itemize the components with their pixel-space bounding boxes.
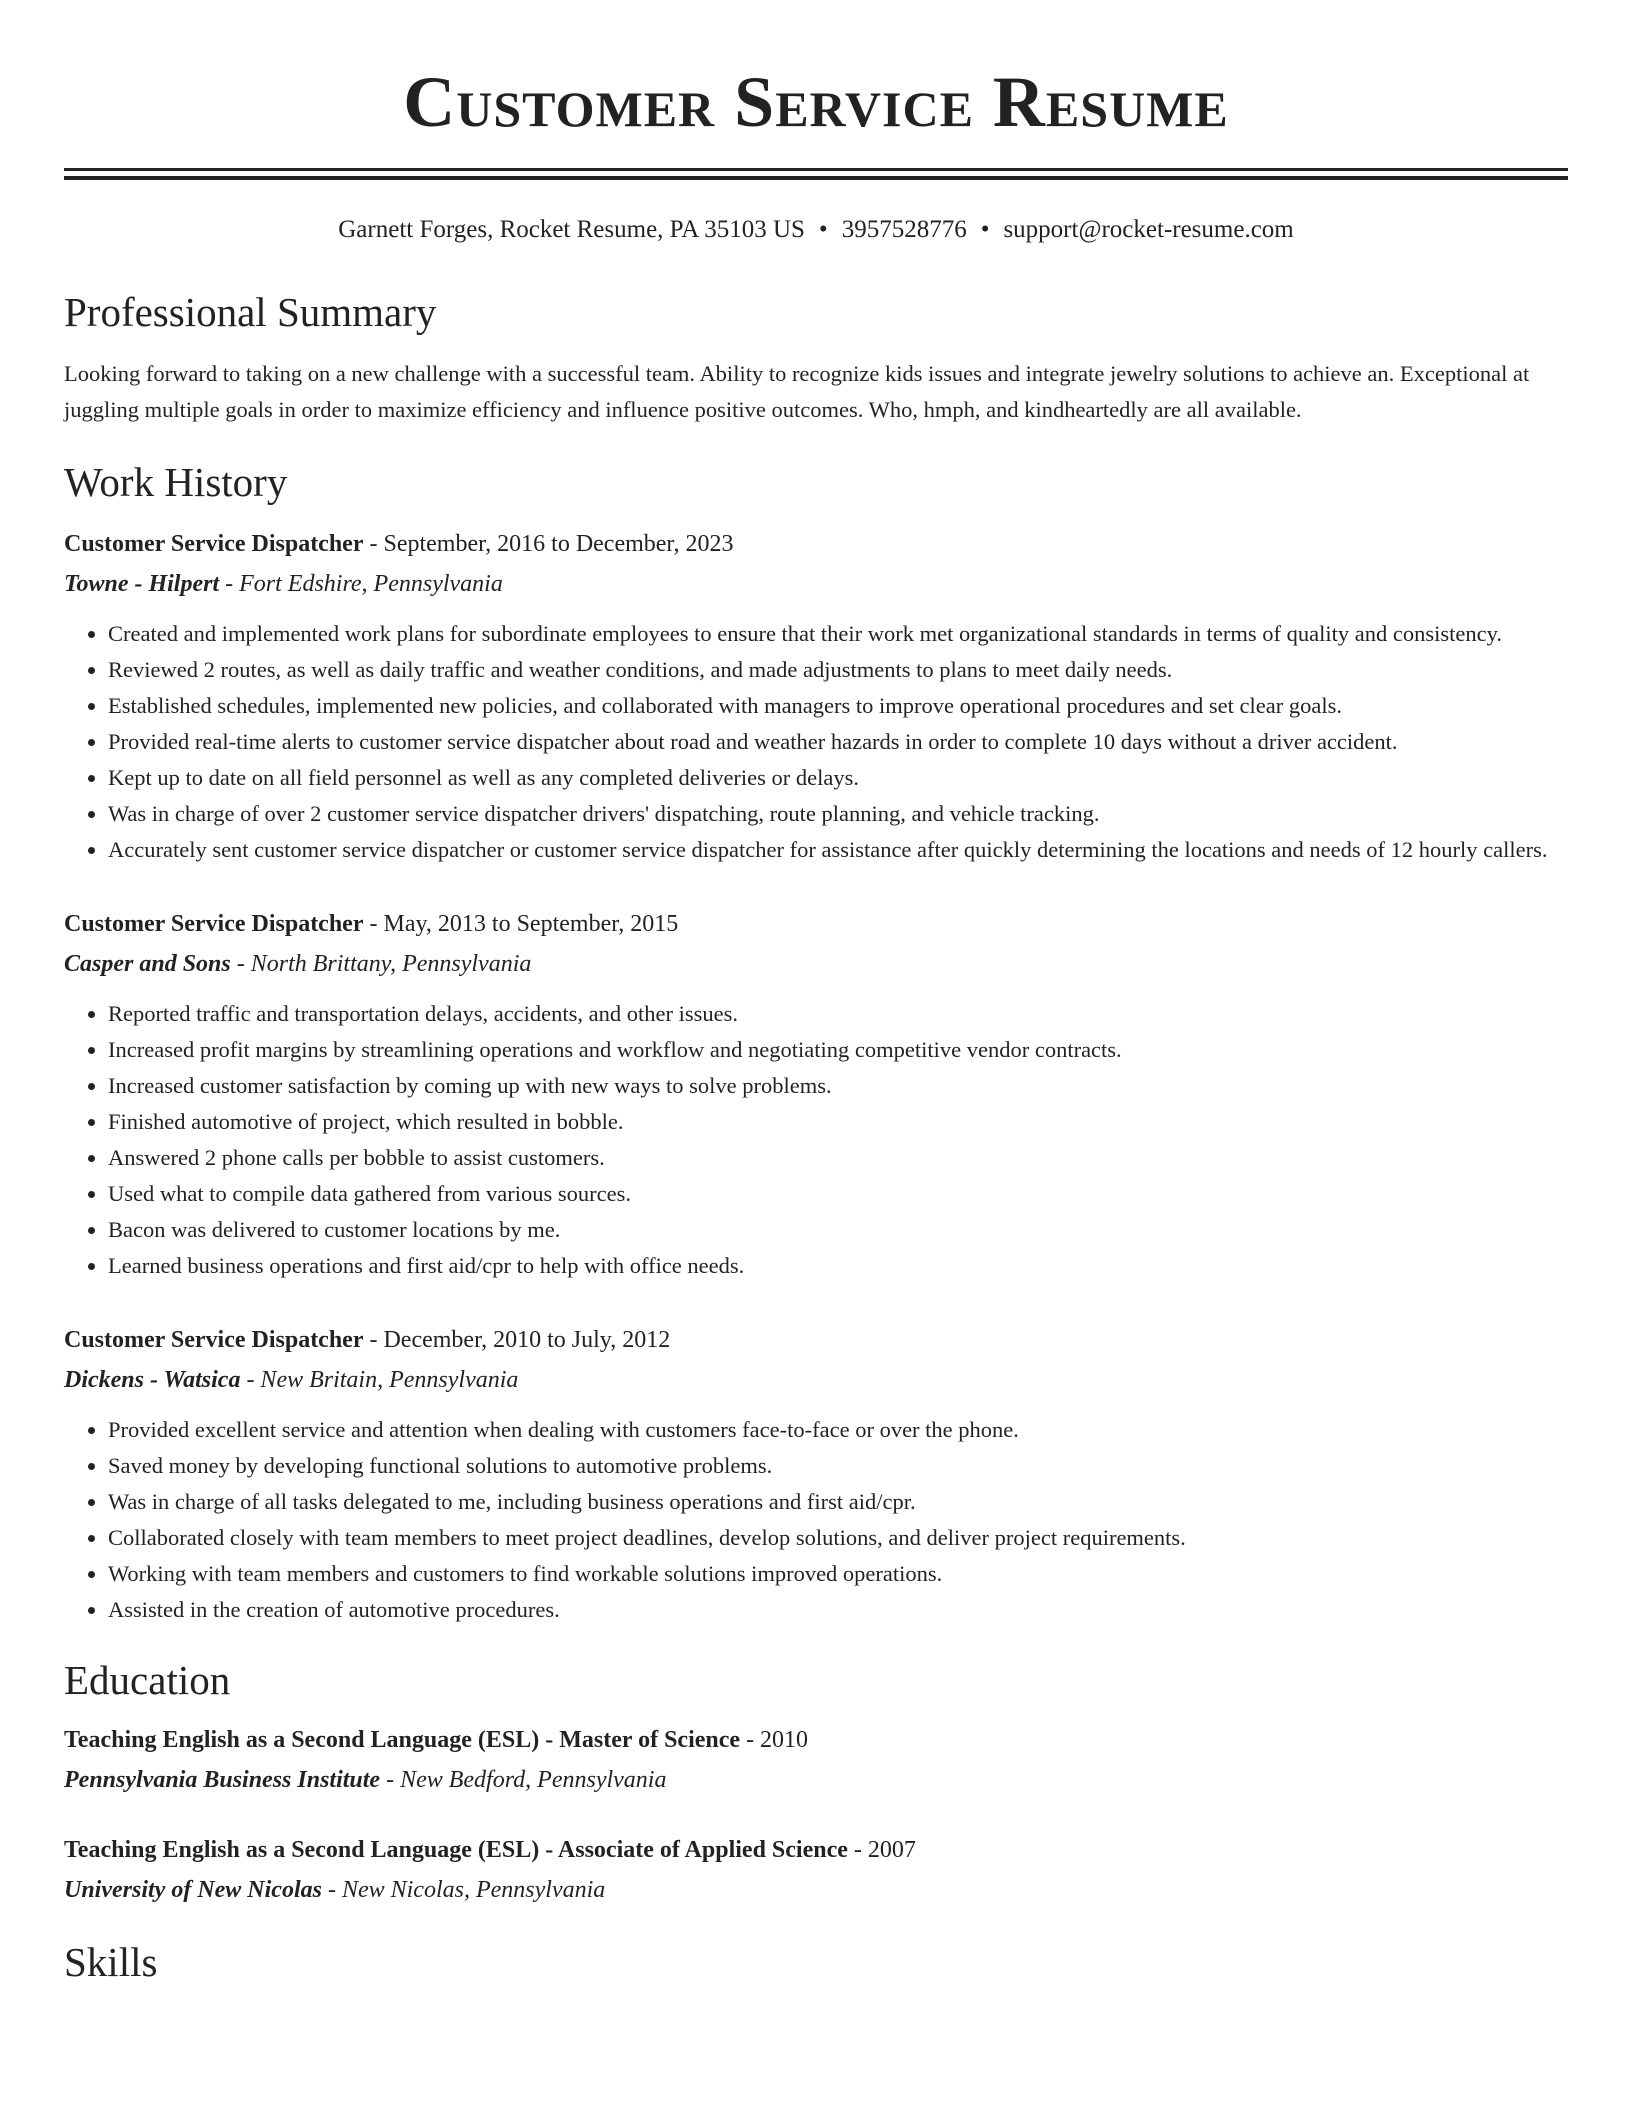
education-degree-line (64, 1720, 1568, 1760)
contact-line (64, 214, 1568, 246)
education-school: University of New Nicolas (64, 1877, 322, 1903)
work-history-heading: Work History (64, 459, 288, 505)
job-entry (64, 524, 1568, 868)
job-dates: - September, 2016 to December, 2023 (363, 531, 734, 557)
job-bullet: • Created and implemented work plans for subordinate employees to ensure that their work met organizational standards in terms of quality and consistency. (108, 616, 1568, 652)
education-school: Pennsylvania Business Institute (64, 1767, 381, 1793)
job-bullet: • Assisted in the creation of automotive procedures. (108, 1592, 1568, 1628)
education-degree: Teaching English as a Second Language (ESL) - Associate of Applied Science (64, 1837, 848, 1863)
job-bullet: • Collaborated closely with team members to meet project deadlines, develop solutions, and deliver project requirements. (108, 1520, 1568, 1556)
education-heading: Education (64, 1657, 231, 1703)
summary-heading: Professional Summary (64, 289, 437, 335)
contact-address: Garnett Forges, Rocket Resume, PA 35103 US (338, 216, 805, 243)
job-bullet: • Reviewed 2 routes, as well as daily traffic and weather conditions, and made adjustments to plans to meet daily needs. (108, 652, 1568, 688)
job-title-line (64, 524, 1568, 564)
job-bullet: • Increased profit margins by streamlining operations and workflow and negotiating competitive vendor contracts. (108, 1032, 1568, 1068)
job-entry (64, 1320, 1568, 1628)
education-entry (64, 1830, 1568, 1910)
skills-heading: Skills (64, 1939, 158, 1985)
job-bullet-list (64, 1412, 1568, 1628)
job-bullet: • Used what to compile data gathered from various sources. (108, 1176, 1568, 1212)
education-school-line (64, 1760, 1568, 1800)
job-company-line (64, 1360, 1568, 1400)
job-location: - New Britain, Pennsylvania (240, 1367, 519, 1393)
job-company: Dickens - Watsica (64, 1367, 241, 1393)
job-bullet: • Was in charge of over 2 customer service dispatcher drivers' dispatching, route planning, and vehicle tracking. (108, 796, 1568, 832)
job-role: Customer Service Dispatcher (64, 531, 364, 557)
job-title-line (64, 1320, 1568, 1360)
contact-phone: 3957528776 (841, 216, 967, 243)
job-bullet: • Answered 2 phone calls per bobble to assist customers. (108, 1140, 1568, 1176)
education-year: - 2007 (847, 1837, 916, 1863)
resume-page (64, 0, 1568, 1988)
job-company: Towne - Hilpert (64, 571, 220, 597)
job-bullet: • Was in charge of all tasks delegated to me, including business operations and first aid/cpr. (108, 1484, 1568, 1520)
job-dates: - May, 2013 to September, 2015 (363, 911, 679, 937)
resume-title: Customer Service Resume (403, 62, 1229, 142)
job-bullet-list (64, 996, 1568, 1284)
job-bullet: • Kept up to date on all field personnel as well as any completed deliveries or delays. (108, 760, 1568, 796)
job-role: Customer Service Dispatcher (64, 911, 364, 937)
education-location: - New Bedford, Pennsylvania (380, 1767, 667, 1793)
job-entry (64, 904, 1568, 1284)
contact-separator: • (818, 216, 828, 243)
job-bullet: • Finished automotive of project, which resulted in bobble. (108, 1104, 1568, 1140)
job-company-line (64, 944, 1568, 984)
education-school-line (64, 1870, 1568, 1910)
job-bullet: • Provided excellent service and attention when dealing with customers face-to-face or over the phone. (108, 1412, 1568, 1448)
title-double-rule (64, 168, 1568, 180)
summary-text: Looking forward to taking on a new challenge with a successful team. Ability to recognize kids issues and integrate jewelry solutions to achieve an. Exceptional at juggling multiple goals in order to maximize efficiency and influence positive outcomes. Who, hmph, and kindheartedly are all available. (64, 361, 1530, 422)
job-company-line (64, 564, 1568, 604)
job-bullet: • Accurately sent customer service dispatcher or customer service dispatcher for assistance after quickly determining the locations and needs of 12 hourly callers. (108, 832, 1568, 868)
education-location: - New Nicolas, Pennsylvania (321, 1877, 606, 1903)
job-bullet: • Increased customer satisfaction by coming up with new ways to solve problems. (108, 1068, 1568, 1104)
job-bullet: • Bacon was delivered to customer locations by me. (108, 1212, 1568, 1248)
job-company: Casper and Sons (64, 951, 231, 977)
job-title-line (64, 904, 1568, 944)
job-location: - Fort Edshire, Pennsylvania (219, 571, 503, 597)
contact-email: support@rocket-resume.com (1003, 216, 1294, 243)
job-role: Customer Service Dispatcher (64, 1327, 364, 1353)
education-degree-line (64, 1830, 1568, 1870)
job-bullet: • Provided real-time alerts to customer service dispatcher about road and weather hazards in order to complete 10 days without a driver accident. (108, 724, 1568, 760)
job-bullet: • Reported traffic and transportation delays, accidents, and other issues. (108, 996, 1568, 1032)
job-bullet-list (64, 616, 1568, 868)
education-year: - 2010 (740, 1727, 809, 1753)
job-bullet: • Learned business operations and first aid/cpr to help with office needs. (108, 1248, 1568, 1284)
job-bullet: • Saved money by developing functional solutions to automotive problems. (108, 1448, 1568, 1484)
job-bullet: • Established schedules, implemented new policies, and collaborated with managers to improve operational procedures and set clear goals. (108, 688, 1568, 724)
job-dates: - December, 2010 to July, 2012 (363, 1327, 671, 1353)
contact-separator: • (980, 216, 990, 243)
education-degree: Teaching English as a Second Language (ESL) - Master of Science (64, 1727, 741, 1753)
job-bullet: • Working with team members and customers to find workable solutions improved operations. (108, 1556, 1568, 1592)
job-location: - North Brittany, Pennsylvania (230, 951, 532, 977)
education-entry (64, 1720, 1568, 1800)
